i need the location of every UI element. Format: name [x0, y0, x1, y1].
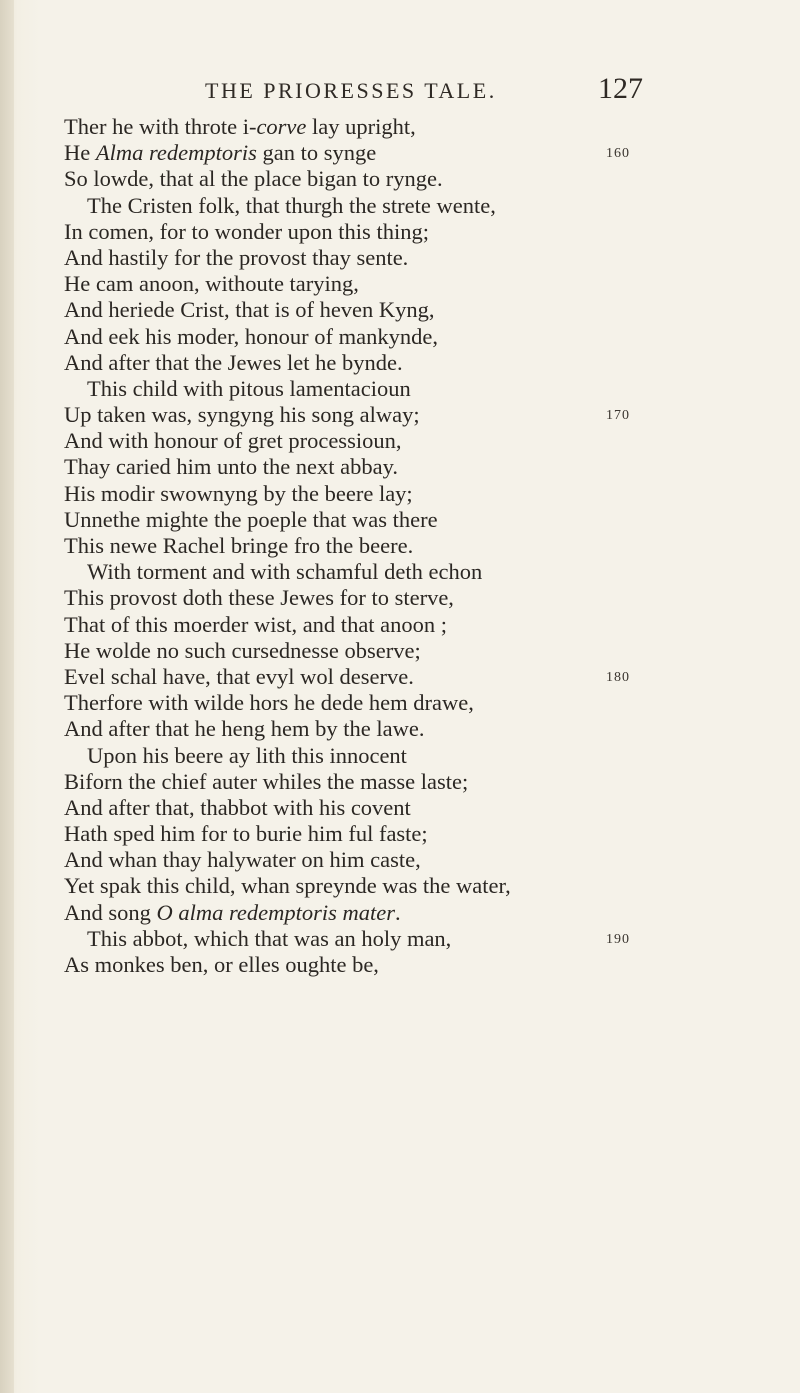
poem-text [0, 114, 800, 978]
verse-line [0, 559, 800, 585]
verse-line [0, 743, 800, 769]
running-title: THE PRIORESSES TALE. [205, 78, 497, 103]
verse-line [0, 324, 800, 350]
verse-line [0, 585, 800, 611]
verse-text-roman: And hastily for the provost thay sente. [64, 244, 409, 270]
verse-line-text [64, 454, 398, 480]
verse-line-text [64, 507, 438, 533]
verse-line [0, 350, 800, 376]
verse-text-italic: corve [256, 114, 307, 139]
verse-line [0, 795, 800, 821]
verse-text-roman-end: gan to synge [256, 140, 377, 166]
verse-line [0, 428, 800, 454]
verse-line [0, 690, 800, 716]
verse-text-roman: Biforn the chief auter whiles the masse laste; [64, 768, 469, 794]
verse-text-roman: Unnethe mighte the poeple that was there [64, 506, 438, 532]
verse-line [0, 821, 800, 847]
verse-line-text [64, 847, 421, 873]
verse-line [0, 612, 800, 638]
verse-line-text [64, 324, 438, 350]
verse-text-roman: In comen, for to wonder upon this thing; [64, 218, 429, 244]
verse-line-text [64, 952, 379, 978]
verse-line-text [64, 428, 401, 454]
verse-line [0, 533, 800, 559]
verse-line [0, 297, 800, 323]
verse-line [0, 376, 800, 402]
verse-line-text [87, 559, 482, 585]
verse-line-text [87, 193, 496, 219]
verse-text-roman: As monkes ben, or elles oughte be, [64, 952, 379, 977]
page-number: 127 [598, 72, 643, 105]
verse-line-text [87, 926, 451, 952]
verse-text-roman: And eek his moder, honour of mankynde, [64, 323, 439, 349]
verse-line-text [64, 533, 413, 559]
verse-line-text [64, 664, 414, 690]
verse-text-roman: He [64, 140, 96, 166]
verse-line-text [64, 219, 429, 245]
verse-text-roman-end: . [395, 899, 401, 925]
verse-text-roman: Up taken was, syngyng his song alway; [64, 402, 420, 428]
line-number: 170 [606, 408, 630, 424]
verse-line-text [64, 350, 403, 376]
verse-line-text [64, 690, 474, 716]
verse-line-text [64, 114, 416, 140]
verse-line [0, 481, 800, 507]
verse-line-text [64, 245, 408, 271]
verse-text-roman: And song [64, 899, 157, 925]
verse-text-roman: This newe Rachel bringe fro the beere. [64, 533, 414, 558]
verse-text-roman: This provost doth these Jewes for to sterve, [64, 585, 454, 611]
verse-line [0, 847, 800, 873]
verse-line [0, 716, 800, 742]
verse-text-roman: This abbot, which that was an holy man, [87, 925, 452, 951]
verse-text-roman: Therfore with wilde hors he dede hem drawe, [64, 690, 474, 716]
verse-text-roman: With torment and with schamful deth echon [87, 559, 483, 585]
verse-text-italic: O alma redemptoris mater [156, 899, 396, 925]
verse-line [0, 193, 800, 219]
verse-line [0, 769, 800, 795]
verse-line [0, 402, 800, 428]
verse-line [0, 664, 800, 690]
verse-text-roman: And after that the Jewes let he bynde. [64, 349, 403, 375]
verse-line-text [64, 481, 413, 507]
verse-line-text [64, 795, 411, 821]
verse-line-text [64, 900, 401, 926]
verse-line-text [87, 743, 407, 769]
verse-line-text [64, 585, 454, 611]
verse-text-roman: And with honour of gret processioun, [64, 428, 402, 454]
verse-text-roman: He cam anoon, withoute tarying, [64, 271, 359, 297]
verse-line [0, 245, 800, 271]
verse-text-roman: That of this moerder wist, and that anoon ; [64, 611, 448, 637]
verse-line-text [64, 638, 421, 664]
line-number: 180 [606, 669, 630, 685]
line-number: 160 [606, 146, 630, 162]
verse-text-roman-end: lay upright, [306, 114, 416, 139]
verse-text-roman: He wolde no such cursednesse observe; [64, 637, 421, 663]
verse-text-roman: And whan thay halywater on him caste, [64, 847, 421, 873]
verse-line-text [64, 821, 428, 847]
verse-line-text [64, 716, 425, 742]
verse-text-roman: Ther he with throte i- [64, 114, 257, 139]
verse-text-roman: Upon his beere ay lith this innocent [87, 742, 407, 768]
verse-line [0, 507, 800, 533]
verse-text-roman: Hath sped him for to burie him ful faste; [64, 821, 428, 847]
verse-text-italic: Alma redemptoris [95, 140, 257, 166]
verse-line [0, 140, 800, 166]
verse-text-roman: Evel schal have, that evyl wol deserve. [64, 663, 414, 689]
verse-line [0, 114, 800, 140]
verse-text-roman: And after that, thabbot with his covent [64, 794, 411, 820]
verse-line-text [64, 297, 435, 323]
verse-line [0, 926, 800, 952]
verse-text-roman: Thay caried him unto the next abbay. [64, 454, 399, 480]
verse-text-roman: His modir swownyng by the beere lay; [64, 480, 413, 506]
verse-line-text [64, 769, 468, 795]
verse-line-text [64, 271, 359, 297]
verse-line-text [64, 166, 443, 192]
verse-line-text [64, 140, 376, 166]
verse-text-roman: And after that he heng hem by the lawe. [64, 716, 425, 742]
verse-line [0, 638, 800, 664]
verse-line-text [64, 402, 420, 428]
verse-line [0, 873, 800, 899]
verse-line-text [64, 873, 511, 899]
verse-text-roman: And heriede Crist, that is of heven Kyng, [64, 297, 435, 323]
verse-text-roman: The Cristen folk, that thurgh the strete wente, [87, 192, 496, 218]
verse-line [0, 952, 800, 978]
verse-line [0, 166, 800, 192]
page-header [0, 72, 800, 110]
verse-text-roman: So lowde, that al the place bigan to rynge. [64, 166, 443, 192]
verse-text-roman: This child with pitous lamentacioun [87, 375, 411, 401]
verse-line-text [87, 376, 411, 402]
verse-line [0, 219, 800, 245]
verse-line [0, 271, 800, 297]
verse-text-roman: Yet spak this child, whan spreynde was the water, [64, 873, 511, 899]
verse-line [0, 454, 800, 480]
line-number: 190 [606, 931, 630, 947]
verse-line [0, 900, 800, 926]
verse-line-text [64, 612, 447, 638]
